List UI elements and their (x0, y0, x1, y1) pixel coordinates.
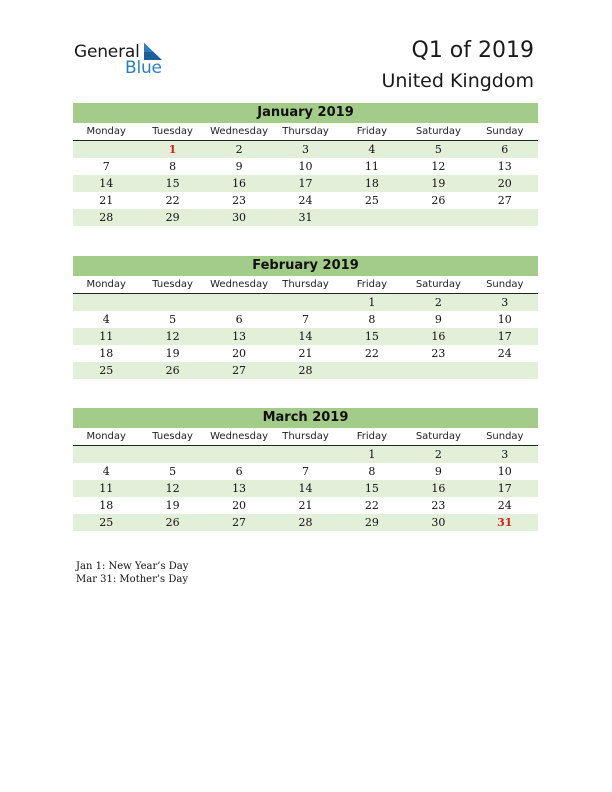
day-cell: 26 (165, 516, 180, 529)
month-title: March 2019 (73, 408, 538, 428)
day-cell: 27 (497, 194, 512, 207)
page-title: Q1 of 2019 (411, 38, 534, 63)
day-cell: 17 (497, 330, 512, 343)
day-cell: 23 (232, 194, 247, 207)
weekday-header (73, 276, 538, 294)
day-cell: 28 (99, 211, 114, 224)
day-cell: 15 (165, 177, 180, 190)
day-cell: 2 (235, 143, 243, 156)
day-cell: 23 (431, 499, 446, 512)
weekday-label: Wednesday (210, 279, 269, 290)
day-cell: 18 (99, 347, 114, 360)
day-cell: 13 (497, 160, 512, 173)
weekday-label: Monday (86, 279, 126, 290)
weekday-label: Saturday (415, 431, 461, 442)
week-row (73, 328, 538, 345)
week-row (73, 446, 538, 463)
day-cell: 24 (497, 347, 512, 360)
day-cell: 7 (301, 313, 309, 326)
day-cell: 2 (434, 296, 442, 309)
day-cell: 17 (298, 177, 313, 190)
weekday-label: Wednesday (210, 126, 269, 137)
day-cell: 10 (497, 313, 512, 326)
weekday-label: Wednesday (210, 431, 269, 442)
day-cell: 8 (368, 313, 376, 326)
day-cell: 6 (501, 143, 509, 156)
day-cell: 15 (364, 330, 379, 343)
day-cell: 10 (298, 160, 313, 173)
day-cell: 20 (232, 499, 247, 512)
day-cell: 1 (168, 143, 177, 156)
logo-blue-text: Blue (125, 58, 162, 78)
day-cell: 22 (165, 194, 180, 207)
weekday-label: Monday (86, 431, 126, 442)
holiday-note: Jan 1: New Year’s Day (76, 561, 189, 572)
week-row (73, 209, 538, 226)
day-cell: 21 (99, 194, 114, 207)
day-cell: 26 (165, 364, 180, 377)
day-cell: 9 (235, 160, 243, 173)
weekday-label: Sunday (486, 279, 524, 290)
day-cell: 11 (99, 482, 114, 495)
day-cell: 19 (165, 347, 180, 360)
day-cell: 22 (364, 347, 379, 360)
weekday-label: Friday (356, 431, 388, 442)
month-weeks (73, 141, 538, 226)
day-cell: 19 (165, 499, 180, 512)
day-cell: 27 (232, 364, 247, 377)
day-cell: 5 (169, 465, 177, 478)
country-title: United Kingdom (381, 70, 534, 92)
weekday-label: Tuesday (152, 126, 193, 137)
day-cell: 11 (364, 160, 379, 173)
logo-general-text: General (74, 42, 140, 62)
day-cell: 8 (368, 465, 376, 478)
day-cell: 16 (431, 482, 446, 495)
day-cell: 10 (497, 465, 512, 478)
day-cell: 14 (298, 330, 313, 343)
day-cell: 3 (501, 448, 509, 461)
weekday-label: Saturday (415, 279, 461, 290)
day-cell: 17 (497, 482, 512, 495)
weekday-header (73, 428, 538, 446)
day-cell: 16 (431, 330, 446, 343)
day-cell: 1 (368, 296, 376, 309)
day-cell: 12 (165, 482, 180, 495)
week-row (73, 463, 538, 480)
day-cell: 7 (102, 160, 110, 173)
weekday-label: Tuesday (152, 431, 193, 442)
day-cell: 25 (364, 194, 379, 207)
day-cell: 4 (368, 143, 376, 156)
logo (74, 42, 184, 78)
day-cell: 2 (434, 448, 442, 461)
weekday-label: Sunday (486, 431, 524, 442)
day-cell: 26 (431, 194, 446, 207)
day-cell: 18 (364, 177, 379, 190)
day-cell: 14 (99, 177, 114, 190)
day-cell: 7 (301, 465, 309, 478)
day-cell: 18 (99, 499, 114, 512)
day-cell: 9 (434, 465, 442, 478)
month-february (73, 256, 538, 379)
week-row (73, 514, 538, 531)
month-march (73, 408, 538, 531)
month-title: January 2019 (73, 103, 538, 123)
day-cell: 22 (364, 499, 379, 512)
day-cell: 21 (298, 499, 313, 512)
day-cell: 31 (298, 211, 313, 224)
month-title: February 2019 (73, 256, 538, 276)
week-row (73, 480, 538, 497)
weekday-label: Friday (356, 126, 388, 137)
day-cell: 29 (364, 516, 379, 529)
week-row (73, 158, 538, 175)
weekday-label: Saturday (415, 126, 461, 137)
day-cell: 5 (434, 143, 442, 156)
month-weeks (73, 446, 538, 531)
holiday-note: Mar 31: Mother’s Day (76, 574, 188, 585)
holiday-notes (76, 560, 188, 586)
day-cell: 1 (368, 448, 376, 461)
day-cell: 28 (298, 364, 313, 377)
day-cell: 31 (497, 516, 513, 529)
day-cell: 20 (232, 347, 247, 360)
weekday-label: Thursday (282, 279, 329, 290)
day-cell: 13 (232, 482, 247, 495)
day-cell: 8 (169, 160, 177, 173)
day-cell: 5 (169, 313, 177, 326)
weekday-label: Thursday (282, 431, 329, 442)
weekday-label: Tuesday (152, 279, 193, 290)
day-cell: 15 (364, 482, 379, 495)
day-cell: 25 (99, 364, 114, 377)
day-cell: 6 (235, 313, 243, 326)
day-cell: 13 (232, 330, 247, 343)
weekday-label: Monday (86, 126, 126, 137)
day-cell: 25 (99, 516, 114, 529)
day-cell: 19 (431, 177, 446, 190)
day-cell: 28 (298, 516, 313, 529)
day-cell: 14 (298, 482, 313, 495)
weekday-label: Friday (356, 279, 388, 290)
day-cell: 24 (298, 194, 313, 207)
week-row (73, 192, 538, 209)
week-row (73, 141, 538, 158)
day-cell: 3 (501, 296, 509, 309)
day-cell: 4 (102, 465, 110, 478)
day-cell: 12 (165, 330, 180, 343)
weekday-label: Sunday (486, 126, 524, 137)
week-row (73, 294, 538, 311)
day-cell: 9 (434, 313, 442, 326)
month-january (73, 103, 538, 226)
day-cell: 30 (232, 211, 247, 224)
weekday-header (73, 123, 538, 141)
month-weeks (73, 294, 538, 379)
day-cell: 29 (165, 211, 180, 224)
day-cell: 20 (497, 177, 512, 190)
day-cell: 3 (301, 143, 309, 156)
day-cell: 27 (232, 516, 247, 529)
week-row (73, 311, 538, 328)
week-row (73, 345, 538, 362)
day-cell: 12 (431, 160, 446, 173)
day-cell: 24 (497, 499, 512, 512)
week-row (73, 497, 538, 514)
weekday-label: Thursday (282, 126, 329, 137)
day-cell: 6 (235, 465, 243, 478)
day-cell: 30 (431, 516, 446, 529)
week-row (73, 362, 538, 379)
day-cell: 23 (431, 347, 446, 360)
day-cell: 4 (102, 313, 110, 326)
day-cell: 11 (99, 330, 114, 343)
day-cell: 16 (232, 177, 247, 190)
week-row (73, 175, 538, 192)
day-cell: 21 (298, 347, 313, 360)
